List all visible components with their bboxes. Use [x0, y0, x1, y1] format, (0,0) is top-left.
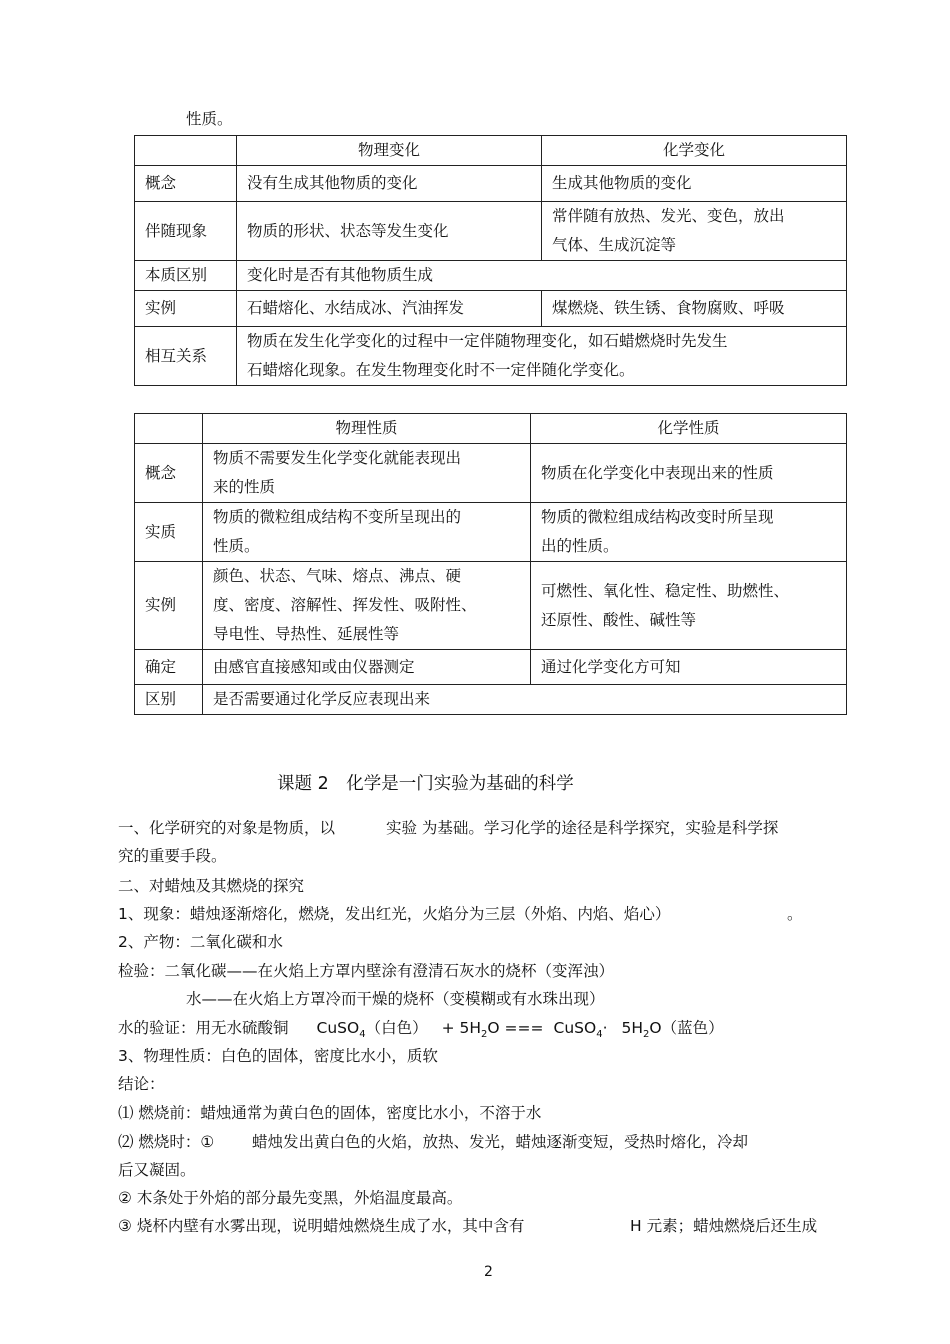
para-10: ⑴ 燃烧前：蜡烛通常为黄白色的固体，密度比水小，不溶于水 — [118, 1104, 542, 1122]
cell-line: 物质的微粒组成结构改变时所呈现 — [541, 508, 774, 526]
table1-header-physical: 物理变化 — [237, 136, 542, 166]
table2-cell: 由感官直接感知或由仪器测定 — [203, 650, 531, 685]
para-1a: 一、化学研究的对象是物质，以 — [118, 819, 336, 837]
table2-cell: 通过化学变化方可知 — [531, 650, 847, 685]
para-5: 检验：二氧化碳——在火焰上方罩内壁涂有澄清石灰水的烧杯（变浑浊） — [118, 962, 615, 980]
para-4: 2、产物：二氧化碳和水 — [118, 933, 283, 951]
para-6: 水——在火焰上方罩冷而干燥的烧杯（变模糊或有水珠出现） — [186, 990, 605, 1008]
para-11a: ⑵ 燃烧时：① — [118, 1133, 215, 1151]
table2-row-label: 实例 — [135, 562, 203, 650]
cell-line: 物质在发生化学变化的过程中一定伴随物理变化，如石蜡燃烧时先发生 — [247, 332, 728, 350]
para-9: 结论： — [118, 1075, 165, 1093]
cell-line: 石蜡熔化现象。在发生物理变化时不一定伴随化学变化。 — [247, 361, 635, 379]
subscript: 4 — [596, 1029, 603, 1041]
subscript: 4 — [359, 1029, 366, 1041]
cell-line: 度、密度、溶解性、挥发性、吸附性、 — [213, 596, 477, 614]
cell-line: 可燃性、氧化性、稳定性、助燃性、 — [541, 581, 790, 600]
cell-line: 来的性质 — [213, 478, 276, 496]
text-span: CuSO — [316, 1019, 360, 1037]
table2-cell — [203, 444, 531, 503]
table1-header-chemical: 化学变化 — [542, 136, 847, 166]
para-3: 1、现象：蜡烛逐渐熔化，燃烧，发出红光，火焰分为三层（外焰、内焰、焰心） — [118, 905, 671, 923]
text-span: O === — [487, 1019, 544, 1037]
text-span: · — [602, 1019, 608, 1037]
table1-cell — [542, 202, 847, 261]
cell-line: 气体、生成沉淀等 — [552, 236, 677, 254]
table2-header-chemical: 化学性质 — [531, 414, 847, 444]
text-span: CuSO — [553, 1019, 597, 1037]
cell-line: 常伴随有放热、发光、变色，放出 — [552, 207, 785, 225]
table2-row-label: 实质 — [135, 503, 203, 562]
cell-line: 物质不需要发生化学变化就能表现出 — [213, 449, 462, 467]
table2-row-label: 确定 — [135, 650, 203, 685]
property-comparison-table — [134, 413, 847, 715]
table1-cell-merged — [237, 327, 847, 386]
para-11c: 后又凝固。 — [118, 1161, 196, 1179]
para-11b: 蜡烛发出黄白色的火焰，放热、发光，蜡烛逐渐变短，受热时熔化，冷却 — [252, 1133, 749, 1151]
table1-row-label: 伴随现象 — [135, 202, 237, 261]
text-span: 5H — [621, 1019, 644, 1037]
formula-cuso4 — [316, 1019, 366, 1041]
cell-line: 物质的微粒组成结构不变所呈现出的 — [213, 508, 462, 526]
subscript: 2 — [481, 1029, 488, 1041]
table2-cell — [203, 562, 531, 650]
table2-cell: 物质在化学变化中表现出来的性质 — [531, 444, 847, 503]
table1-cell: 煤燃烧、铁生锈、食物腐败、呼吸 — [542, 291, 847, 327]
table2-row-label: 区别 — [135, 685, 203, 715]
cell-line: 性质。 — [213, 537, 260, 555]
table1-cell: 物质的形状、状态等发生变化 — [237, 202, 542, 261]
table1-cell: 生成其他物质的变化 — [542, 166, 847, 202]
table2-row-label: 概念 — [135, 444, 203, 503]
table2-cell-merged: 是否需要通过化学反应表现出来 — [203, 685, 847, 715]
para-8: 3、物理性质：白色的固体，密度比水小，质软 — [118, 1047, 438, 1065]
para-2: 二、对蜡烛及其燃烧的探究 — [118, 877, 305, 895]
table2-header-blank — [135, 414, 203, 444]
text-span: + 5H — [441, 1019, 482, 1037]
para-13a: ③ 烧杯内壁有水雾出现，说明蜡烛燃烧生成了水，其中含有 — [118, 1217, 525, 1235]
cell-line: 出的性质。 — [541, 537, 619, 555]
table1-row-label: 概念 — [135, 166, 237, 202]
table1-row-label: 相互关系 — [135, 327, 237, 386]
table1-row-label: 实例 — [135, 291, 237, 327]
para-3-end: 。 — [787, 905, 803, 923]
page-number: 2 — [484, 1264, 493, 1280]
cell-line: 导电性、导热性、延展性等 — [213, 625, 400, 643]
subscript: 2 — [643, 1029, 650, 1041]
table2-cell — [531, 562, 847, 650]
table1-cell: 石蜡熔化、水结成冰、汽油挥发 — [237, 291, 542, 327]
cell-line: 颜色、状态、气味、熔点、沸点、硬 — [213, 567, 462, 585]
table1-cell-merged: 变化时是否有其他物质生成 — [237, 261, 847, 291]
table2-header-physical: 物理性质 — [203, 414, 531, 444]
para-12: ② 木条处于外焰的部分最先变黑，外焰温度最高。 — [118, 1189, 463, 1207]
change-comparison-table — [134, 135, 847, 386]
table1-cell: 没有生成其他物质的变化 — [237, 166, 542, 202]
para-7 — [118, 1016, 724, 1040]
para-1b: 实验 为基础。学习化学的途径是科学探究，实验是科学探 — [386, 819, 779, 837]
table2-cell — [203, 503, 531, 562]
text-span: 水的验证：用无水硫酸铜 — [118, 1019, 289, 1037]
cell-line: 还原性、酸性、碱性等 — [541, 610, 697, 629]
para-1c: 究的重要手段。 — [118, 847, 227, 865]
text-span: （白色） — [365, 1019, 428, 1037]
text-span: O（蓝色） — [649, 1019, 724, 1037]
intro-text: 性质。 — [186, 110, 233, 128]
table1-header-blank — [135, 136, 237, 166]
section-title: 课题 2 化学是一门实验为基础的科学 — [277, 774, 574, 794]
table2-cell — [531, 503, 847, 562]
table1-row-label: 本质区别 — [135, 261, 237, 291]
para-13b: H 元素；蜡烛燃烧后还生成 — [630, 1217, 818, 1235]
